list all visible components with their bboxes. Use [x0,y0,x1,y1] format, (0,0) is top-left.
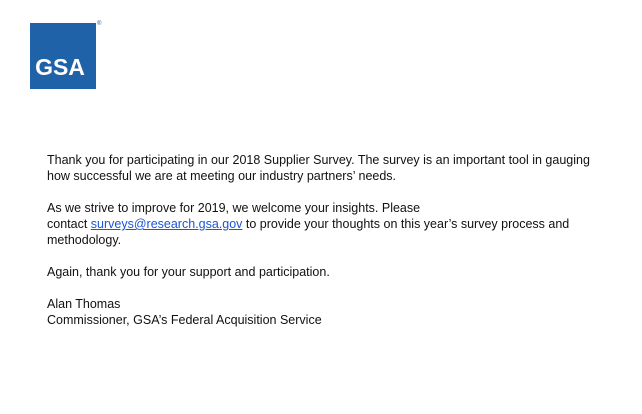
paragraph-feedback-rest: to provide your thoughts on this year’s survey process and methodology. [47,217,570,247]
paragraph-closing: Again, thank you for your support and participation. [47,265,330,279]
registered-mark: ® [97,21,102,27]
signature-name: Alan Thomas [47,297,121,311]
paragraph-thanks: Thank you for participating in our 2018 Supplier Survey. The survey is an important tool in gauging how successful we are at meeting our industry partners’ needs. [47,153,590,183]
email-link[interactable]: surveys@research.gsa.gov [90,217,243,231]
signature-title: Commissioner, GSA’s Federal Acquisition Service [47,313,322,327]
gsa-logo [30,23,96,89]
gsa-logo-text: GSA [35,54,85,80]
gsa-logo-icon [30,23,96,89]
paragraph-feedback [47,200,607,248]
paragraph-feedback-contact: contact [47,217,91,231]
letter-body [47,152,607,328]
paragraph-feedback-line1: As we strive to improve for 2019, we welcome your insights. Please [47,201,421,215]
